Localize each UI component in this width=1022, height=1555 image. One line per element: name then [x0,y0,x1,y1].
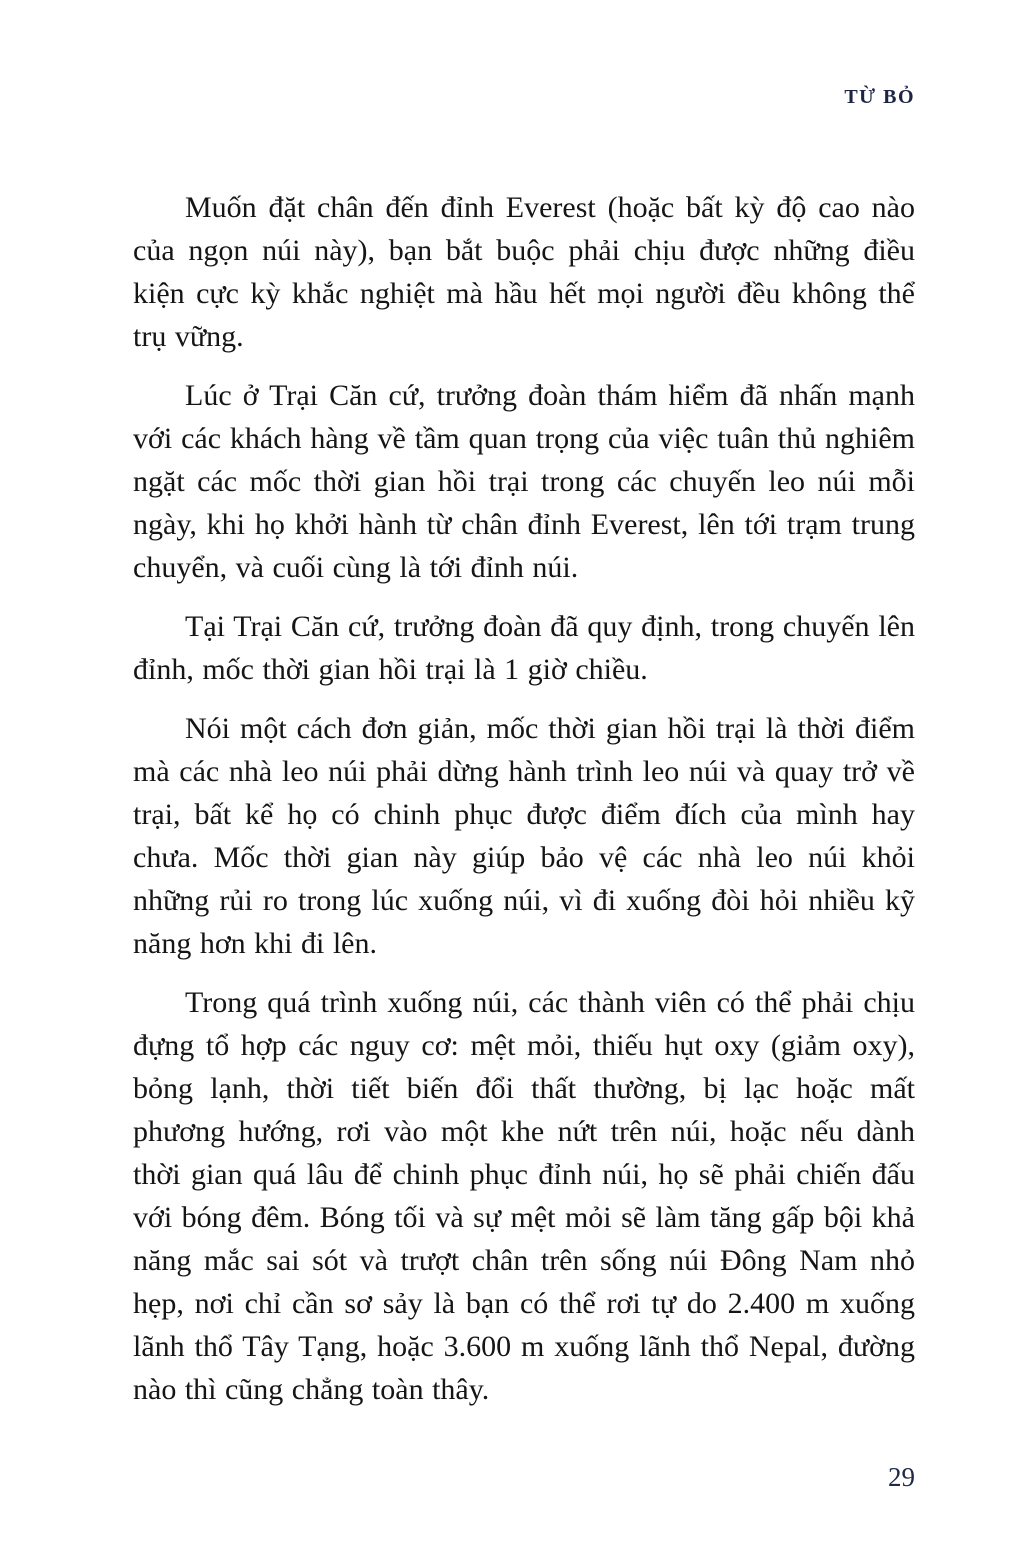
paragraph-3: Tại Trại Căn cứ, trưởng đoàn đã quy định, trong chuyến lên đỉnh, mốc thời gian hồi trại là 1 giờ chiều. [133,610,915,686]
page-content [133,186,915,1411]
paragraph-5: Trong quá trình xuống núi, các thành viên có thể phải chịu đựng tổ hợp các nguy cơ: mệt mỏi, thiếu hụt oxy (giảm oxy), bỏng lạnh, thời tiết biến đổi thất thường, bị lạc hoặc mất phương hướng, rơi vào một khe nứt trên núi, hoặc nếu dành thời gian quá lâu để chinh phục đỉnh núi, họ sẽ phải chiến đấu với bóng đêm. Bóng tối và sự mệt mỏi sẽ làm tăng gấp bội khả năng mắc sai sót và trượt chân trên sống núi Đông Nam nhỏ hẹp, nơi chỉ cần sơ sảy là bạn có thể rơi tự do 2.400 m xuống lãnh thổ Tây Tạng, hoặc 3.600 m xuống lãnh thổ Nepal, đường nào thì cũng chẳng toàn thây. [133,986,915,1406]
paragraph-2: Lúc ở Trại Căn cứ, trưởng đoàn thám hiểm đã nhấn mạnh với các khách hàng về tầm quan trọng của việc tuân thủ nghiêm ngặt các mốc thời gian hồi trại trong các chuyến leo núi mỗi ngày, khi họ khởi hành từ chân đỉnh Everest, lên tới trạm trung chuyển, và cuối cùng là tới đỉnh núi. [133,379,915,584]
paragraph-4: Nói một cách đơn giản, mốc thời gian hồi trại là thời điểm mà các nhà leo núi phải dừng hành trình leo núi và quay trở về trại, bất kể họ có chinh phục được điểm đích của mình hay chưa. Mốc thời gian này giúp bảo vệ các nhà leo núi khỏi những rủi ro trong lúc xuống núi, vì đi xuống đòi hỏi nhiều kỹ năng hơn khi đi lên. [133,712,915,960]
page-number: 29 [888,1462,915,1492]
running-header: TỪ BỎ [844,86,915,108]
paragraph-1: Muốn đặt chân đến đỉnh Everest (hoặc bất kỳ độ cao nào của ngọn núi này), bạn bắt buộc phải chịu được những điều kiện cực kỳ khắc nghiệt mà hầu hết mọi người đều không thể trụ vững. [133,191,915,353]
